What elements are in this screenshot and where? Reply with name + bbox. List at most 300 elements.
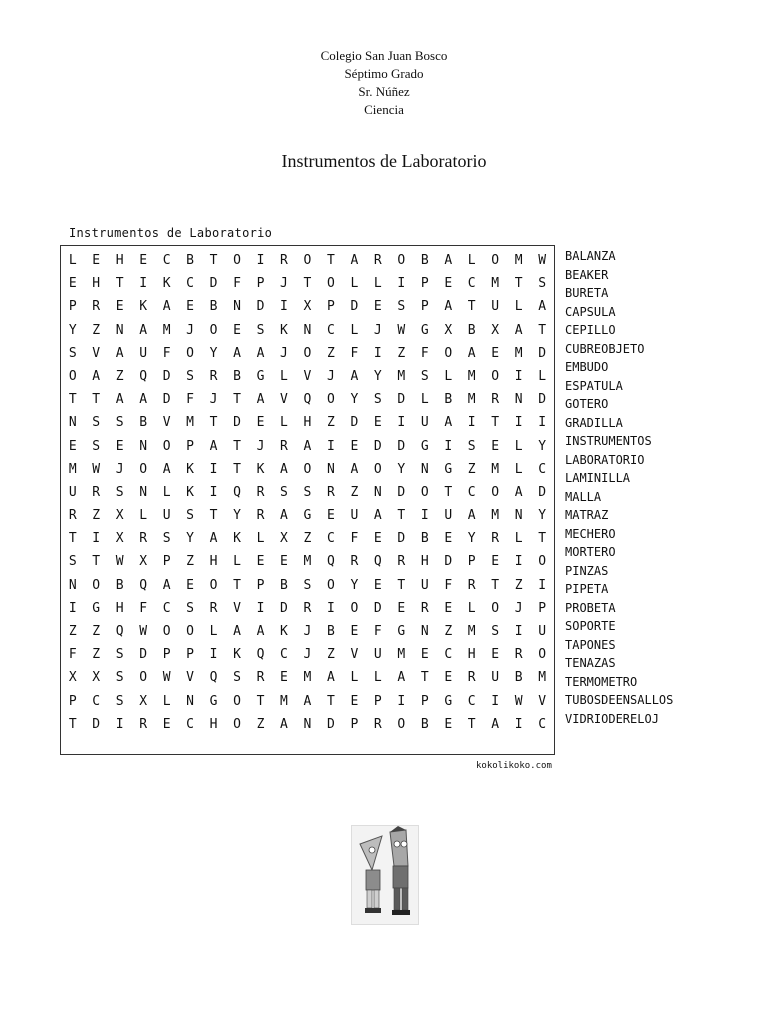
word-list-item: GRADILLA (565, 415, 623, 430)
grid-letter: J (256, 438, 265, 454)
word-list-item: TERMOMETRO (565, 674, 638, 689)
grid-letter: L (514, 531, 523, 547)
grid-letter: N (68, 415, 77, 431)
grid-letter: P (373, 693, 382, 709)
grid-letter: B (326, 624, 335, 639)
grid-letter: O (209, 577, 218, 593)
grid-letter: C (444, 647, 453, 663)
grid-letter: D (373, 438, 382, 454)
grid-letter: D (397, 392, 406, 408)
grid-letter: A (350, 461, 359, 477)
grid-row (61, 435, 554, 458)
grid-letter: Y (209, 345, 218, 361)
grid-letter: D (233, 415, 241, 431)
word-list-item: PIPETA (565, 582, 609, 596)
grid-letter: D (209, 276, 218, 292)
grid-letter: P (68, 299, 77, 315)
grid-letter: E (491, 438, 500, 454)
grid-letter: I (514, 624, 523, 639)
grid-letter: I (326, 600, 335, 616)
grid-letter: A (491, 716, 500, 732)
grid-letter: Z (467, 461, 476, 477)
grid-letter: O (491, 600, 500, 616)
grid-letter: O (209, 322, 218, 338)
grid-letter: F (373, 624, 382, 639)
grid-letter: M (186, 415, 194, 431)
grid-letter: Q (256, 647, 265, 663)
grid-letter: A (467, 508, 476, 524)
grid-letter: B (514, 670, 523, 686)
word-list-item: VIDRIODERELOJ (565, 711, 659, 726)
grid-letter: Z (326, 647, 335, 663)
grid-letter: I (514, 368, 523, 384)
grid-letter: C (326, 322, 335, 338)
grid-letter: Z (92, 322, 101, 338)
grid-letter: C (162, 600, 171, 616)
grid-letter: J (209, 392, 218, 408)
word-list-item: EMBUDO (565, 360, 609, 374)
grid-letter: A (256, 624, 265, 639)
grid-letter: D (373, 600, 382, 616)
grid-letter: S (115, 484, 124, 500)
grid-letter: W (115, 554, 124, 570)
grid-letter: E (68, 438, 77, 454)
grid-letter: S (373, 392, 382, 408)
grid-letter: T (538, 531, 547, 547)
teacher-name: Sr. Núñez (358, 84, 410, 99)
grid-letter: N (514, 508, 523, 524)
grid-letter: N (233, 299, 241, 315)
grid-letter: L (280, 415, 288, 431)
grid-letter: U (491, 299, 500, 315)
grid-letter: R (491, 531, 500, 547)
grid-letter: Z (326, 415, 335, 431)
grid-letter: T (326, 693, 335, 709)
grid-letter: Z (303, 531, 312, 547)
grid-letter: D (444, 554, 453, 570)
grid-letter: T (467, 299, 476, 315)
grid-letter: S (115, 670, 124, 686)
grid-letter: L (280, 368, 288, 384)
grid-letter: G (444, 461, 453, 477)
word-list-item: BALANZA (565, 249, 616, 263)
grid-letter: Y (350, 392, 359, 408)
school-name: Colegio San Juan Bosco (320, 48, 448, 63)
grid-letter: P (420, 693, 429, 709)
grid-letter: K (186, 461, 194, 477)
grid-letter: S (92, 438, 101, 454)
grid-letter: A (280, 461, 288, 477)
word-list-item: LABORATORIO (565, 452, 645, 467)
grid-letter: D (280, 600, 288, 616)
grid-letter: P (186, 647, 194, 663)
grid-letter: O (326, 577, 335, 593)
grid-letter: L (514, 438, 523, 454)
grid-letter: T (397, 577, 406, 593)
grid-letter: M (491, 461, 500, 477)
grid-letter: R (373, 716, 382, 732)
grid-letter: D (92, 716, 101, 732)
page-title: Instrumentos de Laboratorio (281, 151, 487, 171)
grid-letter: U (68, 484, 77, 500)
grid-letter: D (162, 392, 171, 408)
grid-letter: S (280, 484, 288, 500)
grid-letter: L (350, 670, 359, 686)
grid-letter: P (68, 693, 77, 709)
grid-letter: O (92, 577, 101, 593)
grid-letter: S (162, 531, 171, 547)
grid-row (61, 295, 554, 318)
grid-letter: E (373, 531, 382, 547)
grid-letter: L (209, 624, 218, 639)
grid-letter: S (186, 600, 194, 616)
grid-row (61, 620, 554, 643)
grid-letter: I (373, 345, 382, 361)
grid-letter: Y (467, 531, 476, 547)
grid-letter: L (350, 276, 359, 292)
grid-letter: O (233, 693, 241, 709)
grid-letter: X (444, 322, 453, 338)
grid-letter: X (92, 670, 101, 686)
grid-letter: F (444, 577, 453, 593)
grid-letter: G (209, 693, 218, 709)
grid-letter: P (420, 299, 429, 315)
grid-letter: T (467, 716, 476, 732)
grid-letter: O (68, 368, 77, 384)
grid-letter: M (467, 392, 476, 408)
word-list-item: GOTERO (565, 397, 609, 411)
grid-letter: J (303, 624, 312, 639)
grid-letter: I (397, 693, 406, 709)
grid-letter: M (303, 670, 312, 686)
grid-letter: I (444, 438, 453, 454)
grid-letter: B (209, 299, 218, 315)
grid-letter: M (68, 461, 77, 477)
grid-letter: D (139, 647, 148, 663)
word-list-item: PINZAS (565, 563, 609, 578)
grid-letter: B (420, 716, 429, 732)
grid-letter: C (186, 716, 194, 732)
grid-letter: T (256, 693, 265, 709)
grid-letter: Y (350, 577, 359, 593)
grid-letter: A (514, 322, 523, 338)
grid-letter: O (538, 554, 547, 570)
grid-row (61, 249, 554, 272)
grid-letter: T (514, 276, 523, 292)
grid-row (61, 388, 554, 411)
cartoon-characters-illustration (351, 825, 419, 925)
grid-letter: P (162, 647, 171, 663)
grid-letter: C (162, 253, 171, 268)
grid-letter: R (420, 600, 429, 616)
word-list-item: ESPATULA (565, 378, 623, 393)
grid-letter: O (162, 624, 171, 639)
grid-letter: T (92, 392, 101, 408)
grid-letter: T (233, 392, 241, 408)
grid-letter: H (209, 554, 218, 570)
grid-letter: R (514, 647, 523, 663)
grid-letter: C (92, 693, 101, 709)
grid-letter: N (303, 322, 312, 338)
grid-letter: Q (326, 554, 335, 570)
grid-letter: E (373, 415, 382, 431)
grid-letter: N (420, 624, 429, 639)
grid-letter: E (373, 299, 382, 315)
grid-letter: B (139, 415, 148, 431)
grid-letter: L (256, 531, 265, 547)
grid-letter: O (326, 392, 335, 408)
grid-letter: Z (92, 647, 101, 663)
grid-letter: T (115, 276, 124, 292)
grid-letter: N (303, 716, 312, 732)
grid-letter: D (350, 299, 359, 315)
grid-letter: N (326, 461, 335, 477)
grid-letter: Z (350, 484, 359, 500)
grid-letter: A (514, 484, 523, 500)
grid-row (61, 411, 554, 434)
grid-letter: G (444, 693, 453, 709)
grid-letter: Z (514, 577, 523, 593)
cartoon-characters-image (352, 826, 418, 924)
grid-letter: S (303, 577, 312, 593)
grid-letter: P (186, 438, 194, 454)
grid-letter: H (303, 415, 312, 431)
puzzle-caption: Instrumentos de Laboratorio (69, 226, 273, 240)
grid-letter: P (162, 554, 171, 570)
grid-letter: G (303, 508, 312, 524)
grid-letter: I (467, 415, 476, 431)
grid-letter: O (397, 716, 406, 732)
grid-letter: Q (139, 577, 148, 593)
grid-letter: B (467, 322, 476, 338)
grid-letter: R (280, 253, 288, 268)
grid-letter: G (92, 600, 101, 616)
grid-letter: Z (92, 624, 101, 639)
grid-letter: E (280, 554, 288, 570)
grid-letter: B (115, 577, 124, 593)
grid-letter: I (397, 415, 406, 431)
grid-letter: Y (186, 531, 194, 547)
grid-letter: A (538, 299, 547, 315)
grid-letter: M (467, 368, 476, 384)
word-list-item: TUBOSDEENSALLOS (565, 693, 674, 707)
grid-letter: C (467, 484, 476, 500)
grid-letter: N (139, 484, 148, 500)
grid-letter: B (444, 392, 453, 408)
grid-letter: E (326, 508, 335, 524)
grid-letter: J (280, 276, 288, 292)
grid-letter: M (397, 647, 406, 663)
grid-letter: E (444, 276, 453, 292)
grid-letter: O (139, 670, 148, 686)
word-list-item: PROBETA (565, 600, 616, 615)
grid-letter: Q (115, 624, 124, 639)
grid-letter: E (444, 716, 453, 732)
grid-letter: B (420, 253, 429, 268)
grid-letter: I (256, 600, 265, 616)
grid-letter: M (491, 276, 500, 292)
grid-letter: S (467, 438, 476, 454)
grid-letter: U (444, 508, 453, 524)
grid-letter: C (467, 276, 476, 292)
grid-letter: W (538, 253, 547, 268)
grid-letter: T (491, 415, 500, 431)
grid-letter: E (68, 276, 77, 292)
grid-letter: L (139, 508, 148, 524)
word-list-item: CEPILLO (565, 323, 616, 337)
grid-row (61, 666, 554, 689)
grid-letter: G (256, 368, 265, 384)
grid-letter: A (233, 624, 241, 639)
grid-letter: T (538, 322, 547, 338)
grid-letter: B (233, 368, 241, 384)
grid-letter: C (538, 716, 547, 732)
grid-letter: S (420, 368, 429, 384)
grid-letter: D (538, 392, 547, 408)
grid-letter: I (139, 276, 148, 292)
grid-letter: T (209, 508, 218, 524)
grid-letter: S (115, 693, 124, 709)
grid-letter: I (538, 415, 547, 431)
grid-letter: O (491, 484, 500, 500)
grid-letter: Z (256, 716, 265, 732)
grid-letter: X (139, 554, 148, 570)
grid-letter: R (350, 554, 359, 570)
grid-row (61, 272, 554, 295)
grid-letter: D (538, 484, 547, 500)
grid-letter: O (538, 647, 547, 663)
grid-letter: E (280, 670, 288, 686)
grid-letter: R (256, 484, 265, 500)
word-list-item: SOPORTE (565, 619, 616, 633)
grid-letter: S (256, 322, 265, 338)
grid-letter: E (256, 415, 265, 431)
grid-letter: P (467, 554, 476, 570)
grid-letter: A (256, 345, 265, 361)
grid-letter: I (280, 299, 288, 315)
grid-letter: E (420, 647, 429, 663)
grid-letter: K (162, 276, 171, 292)
grid-letter: T (233, 577, 241, 593)
grid-letter: D (326, 716, 335, 732)
grid-letter: A (467, 345, 476, 361)
grid-letter: M (397, 368, 406, 384)
grid-letter: A (280, 508, 288, 524)
grid-letter: U (139, 345, 148, 361)
grid-letter: S (186, 368, 194, 384)
grid-letter: F (186, 392, 194, 408)
grid-letter: R (256, 508, 265, 524)
grid-letter: F (233, 276, 241, 292)
grid-row (61, 690, 554, 713)
grid-letter: V (303, 368, 312, 384)
grid-letter: Q (139, 368, 148, 384)
grid-letter: W (139, 624, 148, 639)
grid-letter: X (280, 531, 288, 547)
grid-row (61, 643, 554, 666)
grid-letter: L (467, 253, 476, 268)
grid-row (61, 527, 554, 550)
grid-letter: V (280, 392, 288, 408)
document-header (0, 47, 768, 119)
word-list-item: MATRAZ (565, 508, 609, 522)
grid-letter: T (233, 438, 241, 454)
grid-letter: F (350, 531, 359, 547)
grid-letter: A (256, 392, 265, 408)
grid-letter: T (68, 531, 77, 547)
word-list-item: LAMINILLA (565, 471, 631, 485)
grid-letter: O (303, 253, 312, 268)
grid-letter: V (233, 600, 241, 616)
grid-letter: W (162, 670, 171, 686)
grid-letter: K (139, 299, 148, 315)
grid-letter: K (233, 647, 241, 663)
grid-letter: E (444, 600, 453, 616)
grid-row (61, 550, 554, 573)
word-list-item: BURETA (565, 286, 609, 300)
grid-letter: Y (538, 508, 547, 524)
grid-letter: L (162, 484, 171, 500)
grid-letter: G (420, 438, 429, 454)
grid-letter: L (68, 253, 77, 268)
grid-letter: S (397, 299, 406, 315)
grid-letter: C (326, 531, 335, 547)
grid-letter: E (444, 531, 453, 547)
grid-letter: N (186, 693, 194, 709)
grid-letter: A (280, 716, 288, 732)
grid-row (61, 319, 554, 342)
grid-letter: M (514, 345, 523, 361)
grid-letter: A (162, 299, 171, 315)
grid-letter: Y (397, 461, 406, 477)
grid-letter: Z (68, 624, 77, 639)
grid-letter: T (92, 554, 101, 570)
grid-letter: R (467, 577, 476, 593)
grid-letter: R (92, 484, 101, 500)
grid-letter: K (186, 484, 194, 500)
grid-letter: E (397, 600, 406, 616)
grid-letter: L (162, 693, 171, 709)
grid-letter: O (444, 345, 453, 361)
grid-letter: R (373, 253, 382, 268)
grid-letter: J (186, 322, 194, 338)
grid-row (61, 342, 554, 365)
word-list-item: CAPSULA (565, 304, 616, 319)
grid-letter: F (68, 647, 77, 663)
grid-letter: O (373, 461, 382, 477)
word-list-item: MALLA (565, 489, 602, 504)
grid-letter: T (209, 253, 218, 268)
grid-letter: L (233, 554, 241, 570)
grid-letter: S (115, 415, 124, 431)
grid-letter: K (233, 531, 241, 547)
grid-letter: S (92, 415, 101, 431)
grid-letter: A (115, 392, 124, 408)
grid-letter: T (444, 484, 453, 500)
grid-letter: P (326, 299, 335, 315)
grid-letter: D (538, 345, 547, 361)
grid-letter: A (209, 531, 218, 547)
grid-letter: Q (303, 392, 312, 408)
grid-letter: B (186, 253, 194, 268)
grid-letter: R (397, 554, 406, 570)
grid-letter: Z (92, 508, 101, 524)
grid-row (61, 597, 554, 620)
grid-letter: Z (397, 345, 406, 361)
grid-letter: R (92, 299, 101, 315)
grid-letter: Y (373, 368, 382, 384)
grid-letter: L (467, 600, 476, 616)
